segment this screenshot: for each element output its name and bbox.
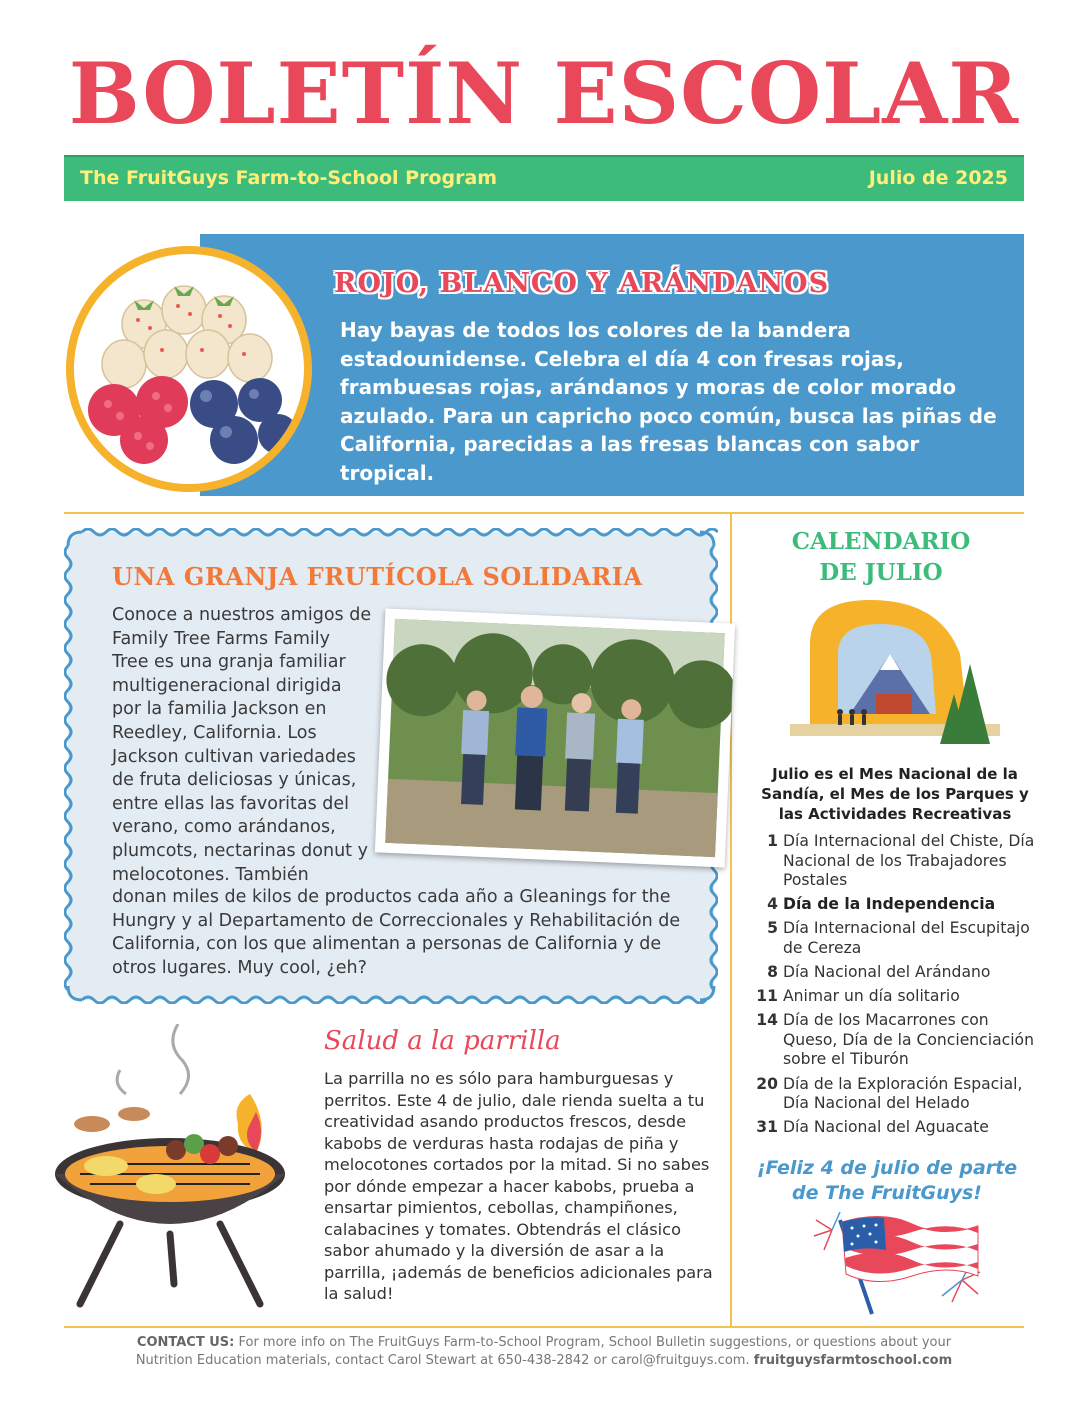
calendar-day: 20 [756,1074,778,1093]
farm-body-continued: donan miles de kilos de productos cada año a Gleanings for the Hungry y al Departamento de Correccionales y Rehabilitación de California, con los que alimentan a personas de California y de otros lugares. Muy cool, ¿eh? [112,887,681,978]
calendar-day: 11 [756,987,778,1006]
calendar-event: Día Internacional del Chiste, Día Nacional de los Trabajadores Postales [783,832,1035,890]
holiday-greeting [742,1156,1032,1206]
calendar-item [748,832,1048,891]
calendar-day: 4 [767,895,778,914]
footer-label: CONTACT US: [136,1335,235,1350]
feature-body: Hay bayas de todos los colores de la bandera estadounidense. Celebra el día 4 con fresas rojas, frambuesas rojas, arándanos y moras de color morado azulado. Para un capricho poco común, busca las piñas de California, parecidas a las fresas blancas con sabor tropical. [340,318,997,485]
calendar-event: Día de la Independencia [783,895,996,914]
berries-image [66,246,312,492]
program-bar [64,155,1024,201]
grill-body: La parrilla no es sólo para hamburguesas y perritos. Este 4 de julio, dale rienda suelta a tu creatividad asando productos frescos, desde kabobs de verduras hasta rodajas de piña y melocotones cortados por la mitad. Si no sabes por dónde empezar a hacer kabobs, prueba a ensartar pimientos, cebollas, champiñones, calabacines y tomates. Obtendrás el clásico sabor ahumado y la diversión de asar a la parrilla, ¡además de beneficios adicionales para la salud! [324,1069,713,1303]
calendar-event: Día Internacional del Escupitajo de Cereza [783,919,1030,957]
feature-title: ROJO, BLANCO Y ARÁNDANOS [334,268,830,299]
calendar-day: 14 [756,1011,778,1030]
calendar-event: Día Nacional del Aguacate [783,1118,989,1137]
calendar-event: Día Nacional del Arándano [783,963,991,982]
program-name: The FruitGuys Farm-to-School Program [80,167,498,189]
calendar-item [748,1075,1048,1114]
calendar-item [748,987,1048,1007]
calendar-subtitle: Julio es el Mes Nacional de la Sandía, el Mes de los Parques y las Actividades Recreativas [761,765,1029,823]
calendar-title [736,526,1026,588]
farm-title: UNA GRANJA FRUTÍCOLA SOLIDARIA [112,562,643,591]
footer-line [64,1334,1024,1352]
divider [64,512,1024,514]
footer-text: For more info on The FruitGuys Farm-to-School Program, School Bulletin suggestions, or questions about your [234,1335,952,1350]
calendar-item [748,919,1048,958]
calendar-item [748,963,1048,983]
us-flag-fireworks-illustration [812,1210,984,1316]
grill-illustration [50,1024,310,1314]
calendar-item [748,1118,1048,1138]
bulletin-title: BOLETÍN ESCOLAR [68,44,1020,143]
footer-text: Nutrition Education materials, contact Carol Stewart at 650-438-2842 or carol@fruitguys.com. [135,1353,754,1368]
issue-date: Julio de 2025 [868,167,1008,189]
greeting-line: de The FruitGuys! [792,1182,982,1204]
park-arch-illustration [790,594,1000,754]
calendar-day: 8 [767,963,778,982]
calendar-day: 5 [767,919,778,938]
calendar-event: Día de la Exploración Espacial, Día Nacional del Helado [783,1074,1023,1113]
contact-footer [64,1334,1024,1370]
calendar-item [748,895,1048,915]
grill-title: Salud a la parrilla [324,1026,561,1056]
calendar-event: Animar un día solitario [783,987,960,1006]
calendar-title-line: CALENDARIO [791,528,971,555]
calendar-day: 31 [756,1118,778,1137]
calendar-item [748,1011,1048,1070]
calendar-title-line: DE JULIO [819,559,943,586]
website-link[interactable]: fruitguysfarmtoschool.com [753,1353,953,1368]
greeting-line: ¡Feliz 4 de julio de parte [756,1157,1018,1179]
calendar-list [748,832,1048,1142]
calendar-event: Día de los Macarrones con Queso, Día de la Concienciación sobre el Tiburón [783,1011,1034,1069]
family-farmers-photo [375,608,735,867]
divider [64,1326,1024,1328]
farm-body: Conoce a nuestros amigos de Family Tree Farms Family Tree es una granja familiar multigeneracional dirigida por la familia Jackson en Reedley, California. Los Jackson cultivan variedades de fruta deliciosas y únicas, entre ellas las favoritas del verano, como arándanos, plumcots, nectarinas donut y melocotones. También [112,605,372,885]
footer-line [64,1352,1024,1370]
calendar-day: 1 [767,832,778,850]
